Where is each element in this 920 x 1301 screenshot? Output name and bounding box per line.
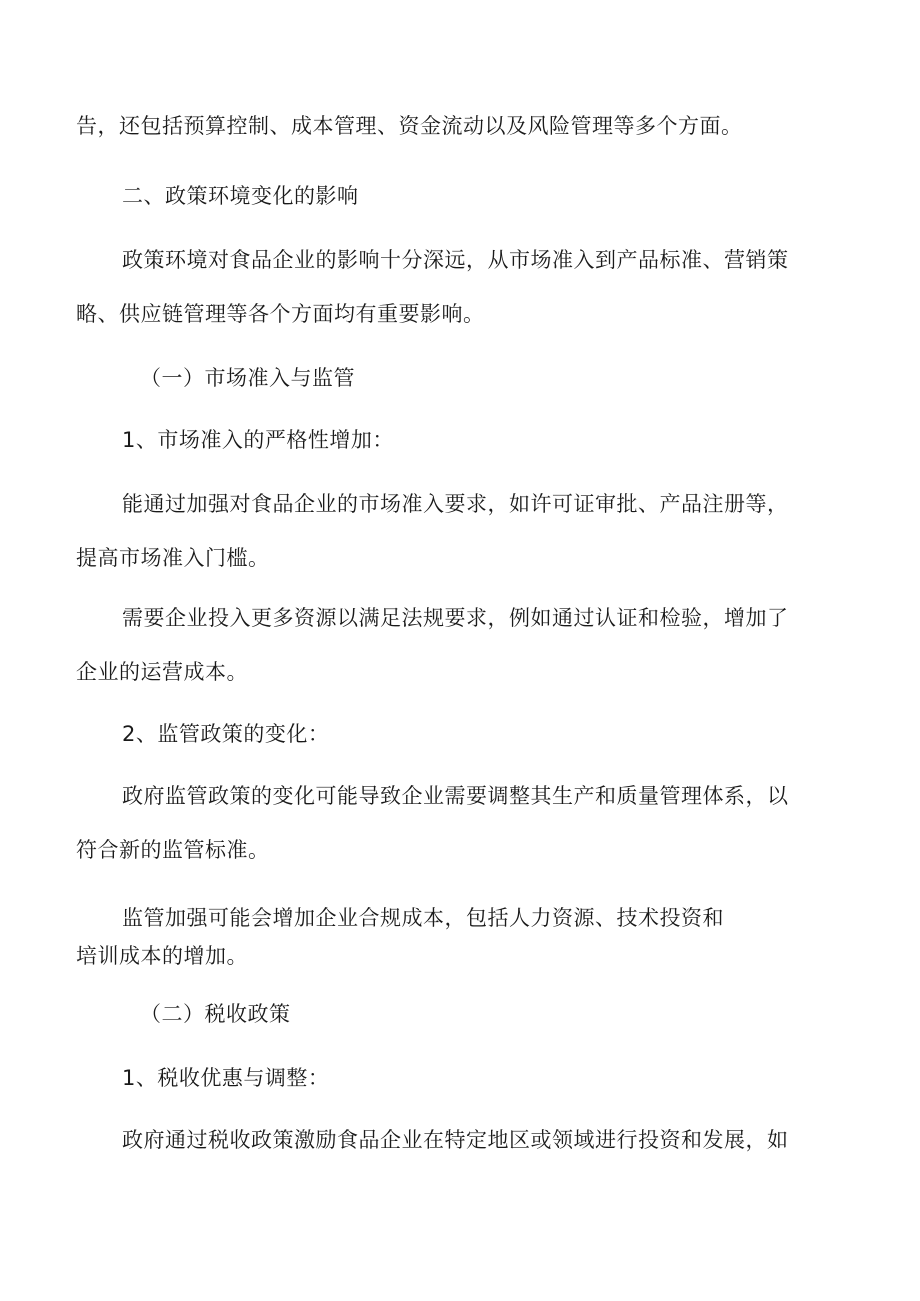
- paragraph-line: 企业的运营成本。: [76, 660, 248, 684]
- item-heading: 1、市场准入的严格性增加：: [122, 428, 394, 452]
- paragraph-line: 符合新的监管标准。: [76, 838, 270, 862]
- item-heading: 2、监管政策的变化：: [122, 722, 330, 746]
- paragraph-line: 监管加强可能会增加企业合规成本，包括人力资源、技术投资和: [122, 906, 724, 930]
- subsection-heading: （二）税收政策: [140, 1002, 291, 1026]
- paragraph-line: 提高市场准入门槛。: [76, 546, 270, 570]
- paragraph-line: 略、供应链管理等各个方面均有重要影响。: [76, 302, 485, 326]
- paragraph-line: 培训成本的增加。: [76, 944, 248, 968]
- section-heading: 二、政策环境变化的影响: [122, 184, 359, 208]
- paragraph-line: 政府监管政策的变化可能导致企业需要调整其生产和质量管理体系，以: [122, 784, 789, 808]
- paragraph-line: 需要企业投入更多资源以满足法规要求，例如通过认证和检验，增加了: [122, 606, 789, 630]
- paragraph-line: 政策环境对食品企业的影响十分深远，从市场准入到产品标准、营销策: [122, 248, 789, 272]
- item-heading: 1、税收优惠与调整：: [122, 1066, 330, 1090]
- paragraph-line: 政府通过税收政策激励食品企业在特定地区或领域进行投资和发展，如: [122, 1128, 789, 1152]
- paragraph-continuation-line: 告，还包括预算控制、成本管理、资金流动以及风险管理等多个方面。: [76, 114, 743, 138]
- subsection-heading: （一）市场准入与监管: [140, 366, 355, 390]
- paragraph-line: 能通过加强对食品企业的市场准入要求，如许可证审批、产品注册等，: [122, 492, 789, 516]
